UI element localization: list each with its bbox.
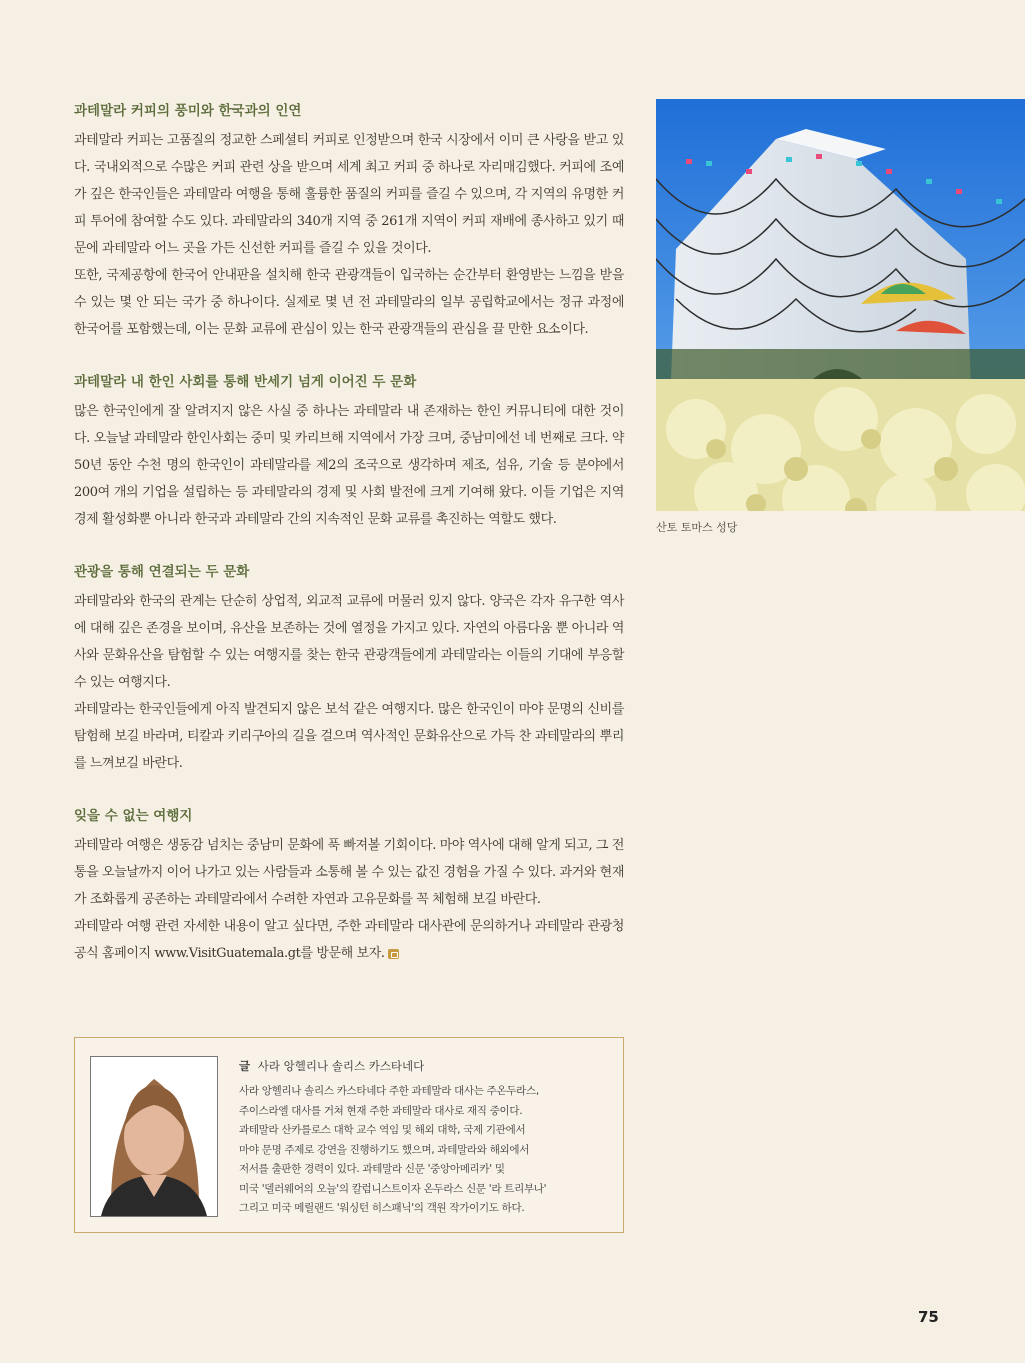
bio-line: 그리고 미국 메릴랜드 '워싱턴 히스패닉'의 객원 작가이기도 하다. [239,1202,525,1214]
author-bio-box [74,1037,624,1233]
byline-label: 글 [239,1059,251,1073]
paragraph: 과테말라 여행은 생동감 넘치는 중남미 문화에 푹 빠져볼 기회이다. 마야 역사에 대해 알게 되고, 그 전통을 오늘날까지 이어 나가고 있는 사람들과 소통해 볼 수 있는 값진 경험을 가질 수 있다. 과거와 현재가 조화롭게 공존하는 과테말라에서 수려한 자연과 고유문화를 꼭 체험해 보길 바란다. [74,838,624,907]
bio-line: 미국 '델러웨어의 오늘'의 칼럼니스트이자 온두라스 신문 '라 트리부나' [239,1182,547,1195]
section-title: 과테말라 내 한인 사회를 통해 반세기 넘게 이어진 두 문화 [74,374,417,390]
page-number: 75 [918,1308,939,1326]
paragraph: 과테말라 커피는 고품질의 정교한 스페셜티 커피로 인정받으며 한국 시장에서 이미 큰 사랑을 받고 있다. 국내외적으로 수많은 커피 관련 상을 받으며 세계 최고 커피 중 하나로 자리매김했다. 커피에 조예가 깊은 한국인들은 과테말라 여행을 통해 훌륭한 품질의 커피를 즐길 수 있으며, 각 지역의 유명한 커피 투어에 참여할 수도 있다. 과테말라의 340개 지역 중 261개 지역이 커피 재배에 종사하고 있기 때문에 과테말라 어느 곳을 가든 신선한 커피를 즐길 수 있을 것이다. [74,133,624,256]
bio-line: 과테말라 산카를로스 대학 교수 역임 및 해외 대학, 국제 기관에서 [239,1124,526,1136]
article-body [74,98,624,993]
section-title: 관광을 통해 연결되는 두 문화 [74,564,250,580]
paragraph-text: 과테말라 여행 관련 자세한 내용이 알고 싶다면, 주한 과테말라 대사관에 문의하거나 과테말라 관광청 공식 홈페이지 www.VisitGuatemala.gt를 방문해 보자. [74,919,624,961]
author-bio-text [239,1082,609,1219]
section-unforgettable [74,803,624,967]
author-byline [239,1058,424,1074]
paragraph: 과테말라와 한국의 관계는 단순히 상업적, 외교적 교류에 머물러 있지 않다. 양국은 각자 유구한 역사에 대해 깊은 존경을 보이며, 유산을 보존하는 것에 열정을 가지고 있다. 자연의 아름다움 뿐 아니라 역사와 문화유산을 탐험할 수 있는 여행지를 찾는 한국 관광객들에게 과테말라는 이들의 기대에 부응할 수 있는 여행지다. [74,594,624,690]
paragraph: 또한, 국제공항에 한국어 안내판을 설치해 한국 관광객들이 입국하는 순간부터 환영받는 느낌을 받을 수 있는 몇 안 되는 국가 중 하나이다. 실제로 몇 년 전 과테말라의 일부 공립학교에서는 정규 과정에 한국어를 포함했는데, 이는 문화 교류에 관심이 있는 한국 관광객들의 관심을 끌 만한 요소이다. [74,268,624,337]
paragraph: 과테말라는 한국인들에게 아직 발견되지 않은 보석 같은 여행지다. 많은 한국인이 마야 문명의 신비를 탐험해 보길 바라며, 티칼과 키리구아의 길을 걸으며 역사적인 문화유산으로 가득 찬 과테말라의 뿌리를 느껴보길 바란다. [74,702,624,771]
bio-line: 마야 문명 주제로 강연을 진행하기도 했으며, 과테말라와 해외에서 [239,1143,530,1156]
photo-caption: 산토 토마스 성당 [656,521,738,534]
section-tourism [74,559,624,777]
bio-line: 사라 앙헬리나 솔리스 카스타네다 주한 과테말라 대사는 주온두라스, [239,1085,539,1097]
section-title: 과테말라 커피의 풍미와 한국과의 인연 [74,103,302,119]
church-photo [656,99,1025,511]
author-name: 사라 앙헬리나 솔리스 카스타네다 [257,1059,425,1073]
section-korean-community [74,369,624,533]
section-coffee [74,98,624,343]
paragraph: 많은 한국인에게 잘 알려지지 않은 사실 중 하나는 과테말라 내 존재하는 한인 커뮤니티에 대한 것이다. 오늘날 과테말라 한인사회는 중미 및 카리브해 지역에서 가장 크며, 중남미에선 네 번째로 크다. 약 50년 동안 수천 명의 한국인이 과테말라를 제2의 조국으로 생각하며 제조, 섬유, 기술 등 분야에서 200여 개의 기업을 설립하는 등 과테말라의 경제 및 사회 발전에 크게 기여해 왔다. 이들 기업은 지역 경제 활성화뿐 아니라 한국과 과테말라 간의 지속적인 문화 교류를 촉진하는 역할도 했다. [74,404,624,527]
end-mark-icon [388,949,399,959]
author-portrait [90,1056,218,1217]
bio-line: 저서를 출판한 경력이 있다. 과테말라 신문 '중앙아메리카' 및 [239,1163,505,1175]
section-title: 잊을 수 없는 여행지 [74,808,193,824]
paragraph-last [74,913,624,967]
bio-line: 주이스라엘 대사를 거쳐 현재 주한 과테말라 대사로 재직 중이다. [239,1104,523,1117]
